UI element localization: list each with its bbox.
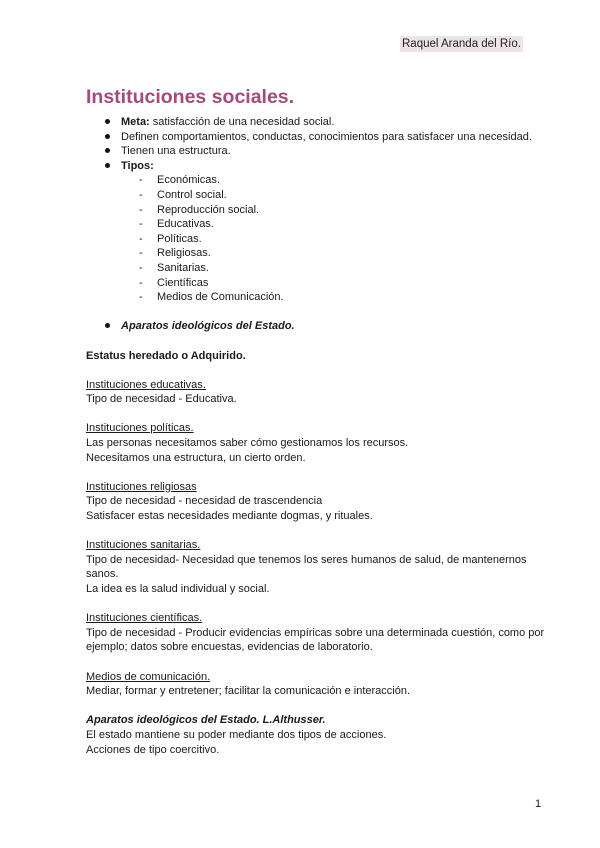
- section-line: Necesitamos una estructura, un cierto orden.: [86, 451, 306, 464]
- section-heading: Instituciones políticas.: [86, 422, 194, 435]
- tipo-text: Educativas.: [157, 218, 214, 231]
- section-heading: Instituciones educativas.: [86, 378, 206, 391]
- section-line: Acciones de tipo coercitivo.: [86, 743, 220, 756]
- tipo-text: Religiosas.: [157, 247, 211, 260]
- section-heading: Instituciones religiosas: [86, 480, 197, 493]
- bullet-aparatos: [86, 319, 546, 334]
- dash-icon: -: [139, 188, 143, 201]
- section-sanitarias: [86, 538, 546, 596]
- bullet-dot-icon: [105, 163, 110, 168]
- bullet-dot-icon: [105, 134, 110, 139]
- tipo-item: [121, 246, 546, 261]
- section-line: La idea es la salud individual y social.: [86, 583, 270, 595]
- page-number: 1: [535, 798, 542, 810]
- section-line: El estado mantiene su poder mediante dos tipos de acciones.: [86, 728, 387, 741]
- section-heading: Aparatos ideológicos del Estado. L.Althusser.: [86, 714, 326, 727]
- bullet-dot-icon: [105, 119, 110, 124]
- bullet-text: Tienen una estructura.: [121, 145, 231, 158]
- tipo-text: Reproducción social.: [157, 203, 260, 216]
- tipo-text: Sanitarias.: [157, 261, 209, 274]
- tipo-text: Científicas: [157, 276, 209, 289]
- section-line: Tipo de necesidad - necesidad de trascendencia: [86, 495, 323, 508]
- section-line: Satisfacer estas necesidades mediante dogmas, y rituales.: [86, 510, 373, 523]
- tipo-item: [121, 261, 546, 276]
- section-politicas: [86, 421, 546, 465]
- tipo-text: Control social.: [157, 188, 227, 201]
- bullet-item-2: [86, 130, 546, 145]
- tipo-item: [121, 188, 546, 203]
- section-religiosas: [86, 480, 546, 524]
- section-line: Las personas necesitamos saber cómo gestionamos los recursos.: [86, 437, 409, 450]
- document-body: [86, 85, 546, 757]
- dash-icon: -: [139, 261, 143, 274]
- dash-icon: -: [139, 291, 143, 304]
- aparatos-bullet-text: Aparatos ideológicos del Estado.: [121, 320, 295, 333]
- meta-label: Meta:: [121, 116, 150, 128]
- meta-text: satisfacción de una necesidad social.: [149, 116, 335, 128]
- bullet-dot-icon: [105, 148, 110, 153]
- tipo-text: Económicas.: [157, 174, 220, 187]
- bullet-dot-icon: [105, 323, 110, 328]
- section-cientificas: [86, 611, 546, 655]
- main-bullet-list: [86, 115, 546, 334]
- section-heading: Instituciones científicas.: [86, 612, 203, 625]
- section-line: Mediar, formar y entretener; facilitar la comunicación e interacción.: [86, 685, 411, 698]
- dash-icon: -: [139, 232, 143, 245]
- bullet-text: Definen comportamientos, conductas, conocimientos para satisfacer una necesidad.: [121, 130, 532, 143]
- tipos-label: Tipos:: [121, 159, 154, 172]
- dash-icon: -: [139, 218, 143, 231]
- section-line: Tipo de necesidad - Educativa.: [86, 393, 237, 406]
- section-line: Tipo de necesidad- Necesidad que tenemos los seres humanos de salud, de mantenernos sanos.: [86, 553, 527, 581]
- tipo-item: [121, 276, 546, 291]
- tipo-item: [121, 232, 546, 247]
- tipo-text: Políticas.: [157, 232, 202, 245]
- bullet-tipos: [86, 159, 546, 305]
- section-heading: Medios de comunicación.: [86, 670, 211, 683]
- estatus-heading: Estatus heredado o Adquirido.: [86, 349, 246, 362]
- spacer: [86, 305, 546, 320]
- tipo-item: [121, 203, 546, 218]
- page-title: Instituciones sociales.: [86, 86, 295, 108]
- section-line: Tipo de necesidad - Producir evidencias empíricas sobre una determinada cuestión, como por ejemplo; datos sobre encuestas, evidencias de laboratorio.: [86, 626, 545, 654]
- dash-icon: -: [139, 247, 143, 260]
- section-heading: Instituciones sanitarias.: [86, 539, 201, 552]
- author-name: Raquel Aranda del Río.: [402, 38, 521, 50]
- tipo-item: [121, 217, 546, 232]
- bullet-meta: [86, 115, 546, 130]
- tipo-item: [121, 173, 546, 188]
- dash-icon: -: [139, 203, 143, 216]
- bullet-item-3: [86, 144, 546, 159]
- section-medios: [86, 670, 546, 699]
- tipo-item: [121, 290, 546, 305]
- tipo-text: Medios de Comunicación.: [157, 291, 284, 304]
- dash-icon: -: [139, 276, 143, 289]
- section-aparatos: [86, 713, 546, 757]
- tipos-list: [121, 173, 546, 304]
- section-educativas: [86, 378, 546, 407]
- dash-icon: -: [139, 174, 143, 187]
